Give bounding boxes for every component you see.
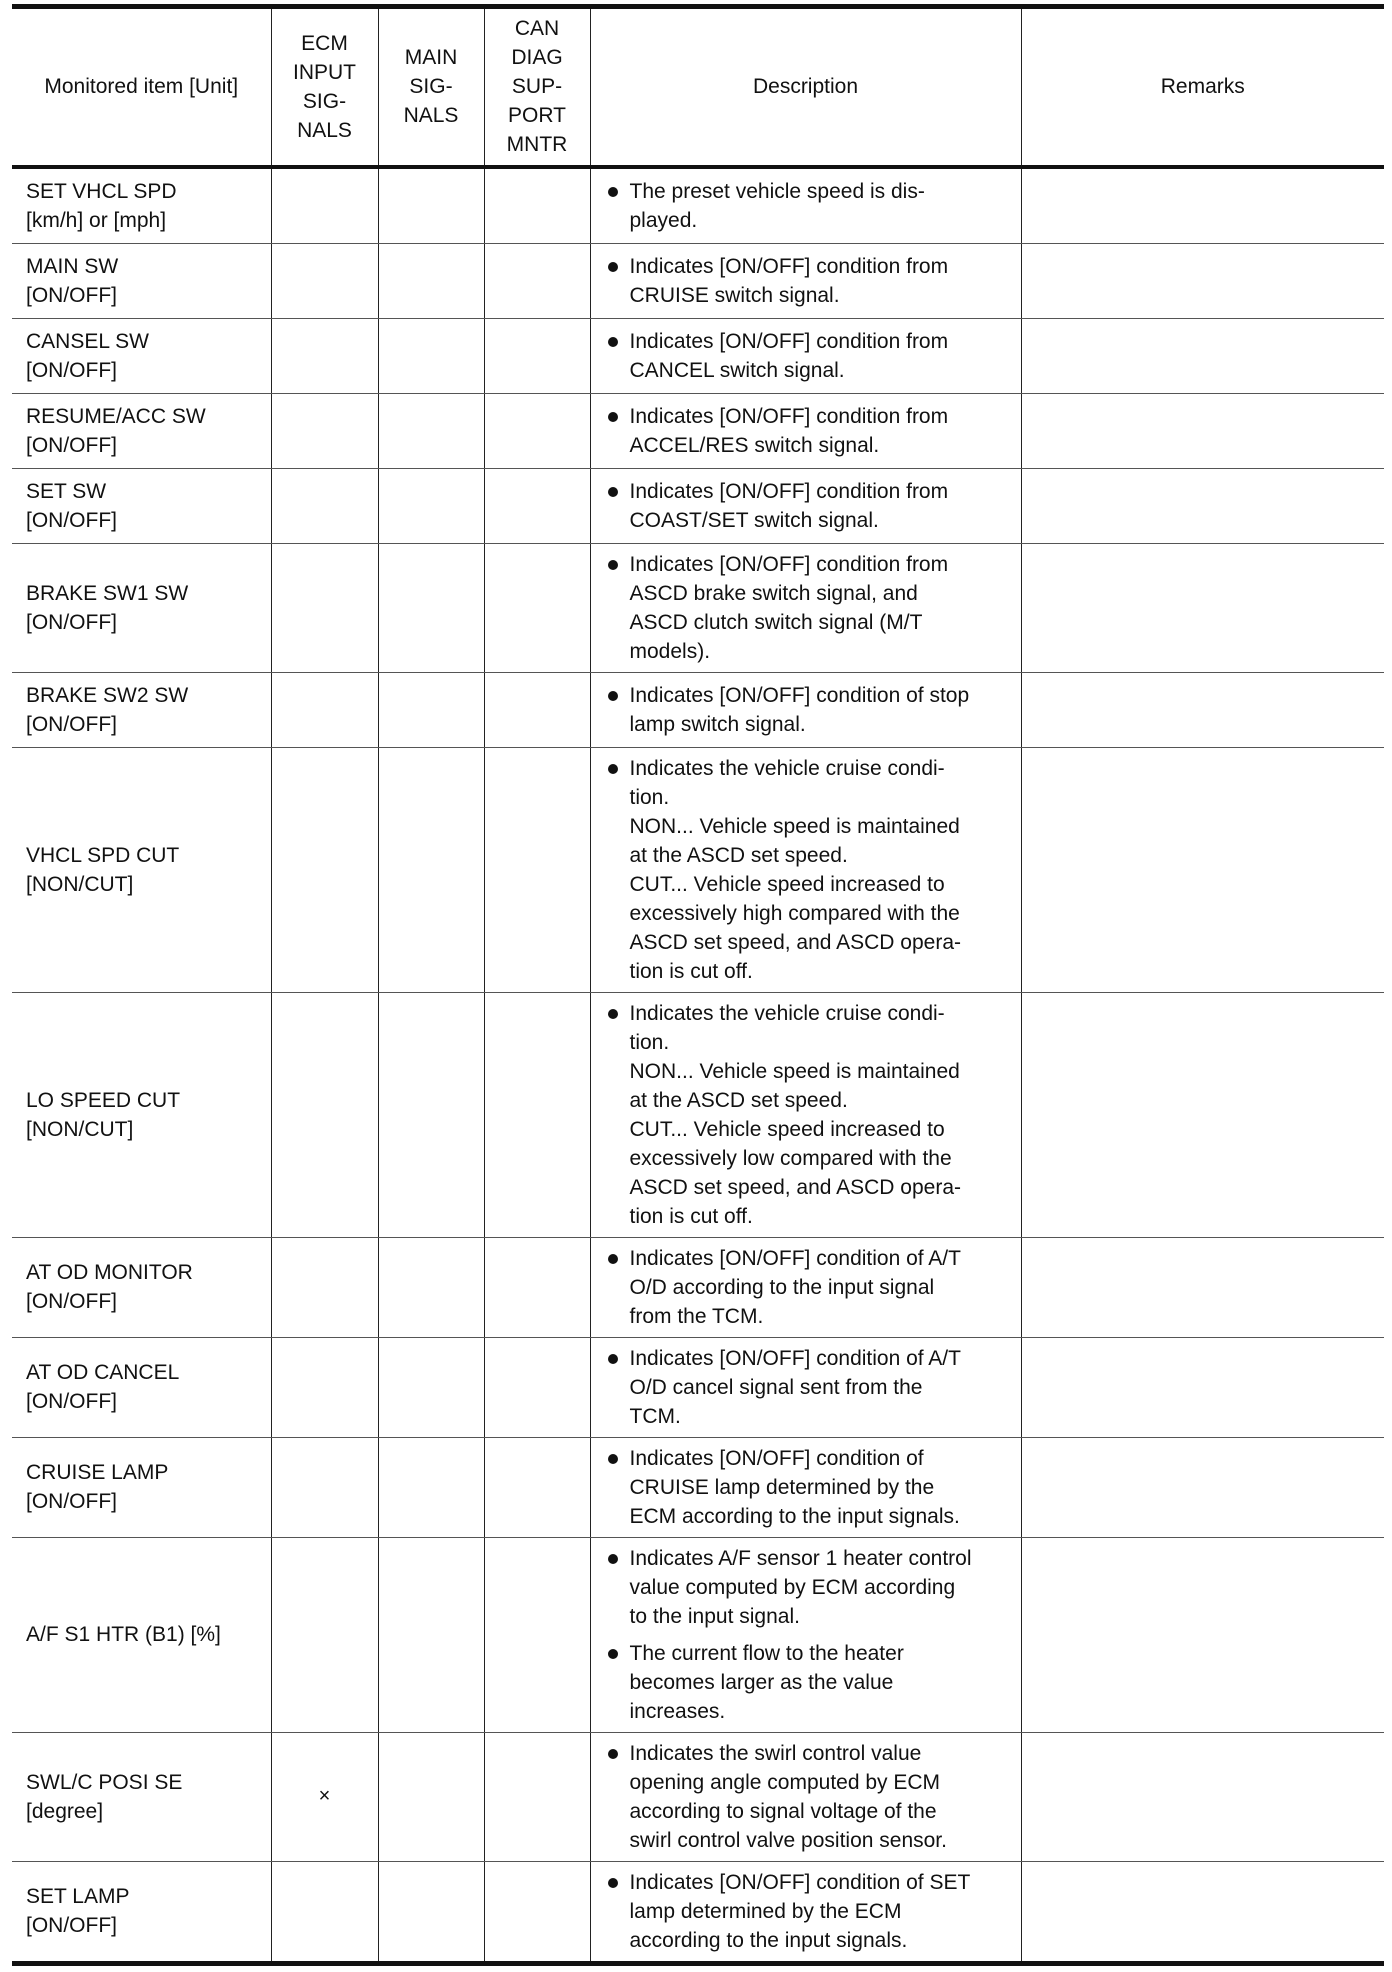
main-signals-cell: [378, 1537, 484, 1732]
description-list: [605, 1444, 1011, 1531]
description-bullet: [605, 1868, 1011, 1955]
description-bullet: [605, 477, 1011, 535]
description-line: Indicates A/F sensor 1 heater control: [629, 1546, 972, 1570]
can-diag-support-cell: [484, 393, 590, 468]
description-line: according to the input signals.: [629, 1928, 908, 1952]
monitored-item-line: [degree]: [26, 1799, 104, 1823]
description-line: Indicates [ON/OFF] condition of A/T: [629, 1246, 961, 1270]
main-signals-cell: [378, 992, 484, 1237]
description-line: ECM according to the input signals.: [629, 1504, 960, 1528]
description-line: ASCD set speed, and ASCD opera-: [629, 1175, 962, 1199]
header-remarks: Remarks: [1021, 7, 1384, 167]
monitored-item-line: [ON/OFF]: [26, 1290, 117, 1313]
can-diag-support-cell: [484, 1732, 590, 1861]
description-cell: [590, 747, 1021, 992]
description-line: opening angle computed by ECM: [629, 1770, 941, 1794]
description-bullet: [605, 1444, 1011, 1531]
description-line: NON... Vehicle speed is maintained: [629, 814, 960, 838]
description-line: at the ASCD set speed.: [629, 1088, 848, 1112]
description-line: to the input signal.: [629, 1604, 800, 1628]
monitored-item-line: SET LAMP: [26, 1885, 130, 1908]
description-list: [605, 1244, 1011, 1331]
description-line: lamp switch signal.: [629, 712, 806, 736]
table-row: [12, 393, 1384, 468]
description-cell: [590, 1437, 1021, 1537]
ecm-input-signals-cell: [271, 167, 378, 244]
description-line: CUT... Vehicle speed increased to: [629, 872, 945, 896]
remarks-cell: [1021, 393, 1384, 468]
description-bullet: [605, 550, 1011, 666]
monitored-item-line: [NON/CUT]: [26, 1117, 134, 1141]
monitored-item-cell: [12, 318, 271, 393]
main-signals-cell: [378, 167, 484, 244]
can-diag-support-cell: [484, 1437, 590, 1537]
description-line: TCM.: [629, 1404, 681, 1428]
description-cell: [590, 1861, 1021, 1963]
description-cell: [590, 543, 1021, 672]
table-row: [12, 543, 1384, 672]
description-list: [605, 1868, 1011, 1955]
description-cell: [590, 468, 1021, 543]
table-row: [12, 1732, 1384, 1861]
table-row: [12, 672, 1384, 747]
monitored-item-cell: [12, 747, 271, 992]
main-signals-cell: [378, 747, 484, 992]
description-line: excessively high compared with the: [629, 901, 960, 925]
description-line: Indicates [ON/OFF] condition of A/T: [629, 1346, 961, 1370]
ecm-input-signals-cell: [271, 1537, 378, 1732]
monitored-item-cell: [12, 393, 271, 468]
description-bullet: [605, 1544, 1011, 1631]
monitored-item-line: AT OD MONITOR: [26, 1261, 193, 1284]
ecm-input-signals-cell: ×: [271, 1732, 378, 1861]
monitored-item-line: [ON/OFF]: [26, 358, 117, 382]
monitored-item-cell: [12, 1732, 271, 1861]
description-line: CANCEL switch signal.: [629, 358, 845, 382]
description-line: The preset vehicle speed is dis-: [629, 179, 925, 203]
description-bullet: [605, 402, 1011, 460]
description-line: excessively low compared with the: [629, 1146, 952, 1170]
monitored-item-cell: [12, 543, 271, 672]
main-signals-cell: [378, 1437, 484, 1537]
main-signals-cell: [378, 393, 484, 468]
monitored-item-line: [ON/OFF]: [26, 283, 117, 307]
monitor-item-table: [12, 4, 1384, 1966]
description-line: CRUISE switch signal.: [629, 283, 840, 307]
remarks-cell: [1021, 1732, 1384, 1861]
description-cell: [590, 243, 1021, 318]
header-line: MAIN: [404, 46, 458, 70]
description-line: tion is cut off.: [629, 1204, 753, 1228]
description-line: Indicates the vehicle cruise condi-: [629, 1001, 945, 1025]
monitored-item-cell: [12, 1337, 271, 1437]
monitored-item-cell: [12, 167, 271, 244]
description-cell: [590, 393, 1021, 468]
description-line: Indicates [ON/OFF] condition of SET: [629, 1870, 971, 1894]
header-monitored-item: Monitored item [Unit]: [12, 7, 271, 167]
header-line: SUP-: [511, 75, 563, 99]
description-bullet: [605, 177, 1011, 235]
description-cell: [590, 1337, 1021, 1437]
header-ecm-input-signals: [271, 7, 378, 167]
description-line: ACCEL/RES switch signal.: [629, 433, 880, 457]
description-list: [605, 177, 1011, 235]
description-line: becomes larger as the value: [629, 1670, 894, 1694]
table-row: [12, 747, 1384, 992]
description-bullet: [605, 999, 1011, 1231]
main-signals-cell: [378, 1732, 484, 1861]
description-cell: [590, 167, 1021, 244]
ecm-input-signals-cell: [271, 318, 378, 393]
description-list: [605, 999, 1011, 1231]
can-diag-support-cell: [484, 1237, 590, 1337]
header-line: SIG-: [409, 75, 453, 99]
description-line: Indicates [ON/OFF] condition from: [629, 552, 949, 576]
remarks-cell: [1021, 672, 1384, 747]
description-line: from the TCM.: [629, 1304, 764, 1328]
description-list: [605, 327, 1011, 385]
description-line: COAST/SET switch signal.: [629, 508, 879, 532]
can-diag-support-cell: [484, 318, 590, 393]
ecm-input-signals-cell: [271, 747, 378, 992]
can-diag-support-cell: [484, 1861, 590, 1963]
remarks-cell: [1021, 468, 1384, 543]
remarks-cell: [1021, 1237, 1384, 1337]
description-bullet: [605, 327, 1011, 385]
description-bullet: [605, 1344, 1011, 1431]
remarks-cell: [1021, 1861, 1384, 1963]
monitored-item-cell: [12, 1437, 271, 1537]
description-line: Indicates the vehicle cruise condi-: [629, 756, 945, 780]
monitored-item-line: LO SPEED CUT: [26, 1088, 181, 1112]
description-cell: [590, 1537, 1021, 1732]
ecm-input-signals-cell: [271, 1337, 378, 1437]
ecm-input-signals-cell: [271, 672, 378, 747]
description-list: [605, 477, 1011, 535]
table-row: [12, 1237, 1384, 1337]
table-row: [12, 1861, 1384, 1963]
description-line: at the ASCD set speed.: [629, 843, 848, 867]
description-line: ASCD clutch switch signal (M/T: [629, 610, 923, 634]
description-line: Indicates [ON/OFF] condition from: [629, 329, 949, 353]
monitored-item-line: MAIN SW: [26, 254, 119, 278]
table-row: [12, 468, 1384, 543]
description-line: O/D cancel signal sent from the: [629, 1375, 923, 1399]
monitored-item-line: CANSEL SW: [26, 329, 149, 353]
description-bullet: [605, 754, 1011, 986]
can-diag-support-cell: [484, 747, 590, 992]
description-line: tion.: [629, 785, 670, 809]
remarks-cell: [1021, 1337, 1384, 1437]
description-bullet: [605, 1739, 1011, 1855]
ecm-input-signals-cell: [271, 393, 378, 468]
ecm-input-signals-cell: [271, 1237, 378, 1337]
ecm-input-signals-cell: [271, 468, 378, 543]
description-bullet: [605, 1244, 1011, 1331]
description-line: Indicates [ON/OFF] condition from: [629, 404, 949, 428]
monitored-item-line: SET VHCL SPD: [26, 179, 177, 203]
description-list: [605, 402, 1011, 460]
description-cell: [590, 1732, 1021, 1861]
table-row: [12, 243, 1384, 318]
can-diag-support-cell: [484, 543, 590, 672]
description-line: ASCD set speed, and ASCD opera-: [629, 930, 962, 954]
ecm-input-signals-cell: [271, 1861, 378, 1963]
description-bullet: [605, 252, 1011, 310]
can-diag-support-cell: [484, 992, 590, 1237]
monitored-item-line: [ON/OFF]: [26, 508, 117, 532]
monitored-item-cell: [12, 672, 271, 747]
monitored-item-cell: [12, 1861, 271, 1963]
description-cell: [590, 672, 1021, 747]
can-diag-support-cell: [484, 468, 590, 543]
main-signals-cell: [378, 672, 484, 747]
monitored-item-line: BRAKE SW1 SW: [26, 581, 189, 605]
header-description: Description: [590, 7, 1021, 167]
monitored-item-line: [ON/OFF]: [26, 1390, 117, 1413]
main-signals-cell: [378, 243, 484, 318]
remarks-cell: [1021, 318, 1384, 393]
description-list: [605, 252, 1011, 310]
table-header-row: [12, 7, 1384, 167]
ecm-input-signals-cell: [271, 543, 378, 672]
table-row: [12, 992, 1384, 1237]
description-line: NON... Vehicle speed is maintained: [629, 1059, 960, 1083]
can-diag-support-cell: [484, 1537, 590, 1732]
description-line: tion is cut off.: [629, 959, 753, 983]
description-list: [605, 1544, 1011, 1726]
description-line: tion.: [629, 1030, 670, 1054]
can-diag-support-cell: [484, 243, 590, 318]
description-bullet: [605, 681, 1011, 739]
monitored-item-cell: [12, 992, 271, 1237]
remarks-cell: [1021, 992, 1384, 1237]
remarks-cell: [1021, 1537, 1384, 1732]
main-signals-cell: [378, 318, 484, 393]
remarks-cell: [1021, 243, 1384, 318]
description-line: CRUISE lamp determined by the: [629, 1475, 935, 1499]
monitored-item-line: SET SW: [26, 479, 107, 503]
monitored-item-line: [ON/OFF]: [26, 712, 117, 736]
header-main-signals: [378, 7, 484, 167]
remarks-cell: [1021, 747, 1384, 992]
monitored-item-cell: [12, 243, 271, 318]
ecm-input-signals-cell: [271, 243, 378, 318]
table-row: [12, 318, 1384, 393]
remarks-cell: [1021, 1437, 1384, 1537]
ecm-input-signals-cell: [271, 992, 378, 1237]
main-signals-cell: [378, 1337, 484, 1437]
monitored-item-line: [ON/OFF]: [26, 610, 117, 634]
monitored-item-line: [ON/OFF]: [26, 1914, 117, 1937]
header-line: DIAG: [511, 46, 563, 70]
monitored-item-line: BRAKE SW2 SW: [26, 683, 189, 707]
description-bullet: [605, 1639, 1011, 1726]
description-line: CUT... Vehicle speed increased to: [629, 1117, 945, 1141]
header-line: INPUT: [293, 60, 356, 84]
main-signals-cell: [378, 543, 484, 672]
description-line: Indicates [ON/OFF] condition from: [629, 479, 949, 503]
header-line: ECM: [301, 31, 348, 55]
description-line: Indicates [ON/OFF] condition of stop: [629, 683, 970, 707]
monitored-item-cell: [12, 1537, 271, 1732]
header-line: CAN: [514, 17, 560, 41]
monitored-item-line: RESUME/ACC SW: [26, 404, 206, 428]
description-list: [605, 754, 1011, 986]
description-cell: [590, 1237, 1021, 1337]
description-line: Indicates the swirl control value: [629, 1741, 922, 1765]
description-cell: [590, 992, 1021, 1237]
description-list: [605, 1344, 1011, 1431]
monitored-item-line: [NON/CUT]: [26, 872, 134, 896]
description-line: O/D according to the input signal: [629, 1275, 935, 1299]
description-line: Indicates [ON/OFF] condition of: [629, 1446, 924, 1470]
can-diag-support-cell: [484, 672, 590, 747]
monitored-item-line: [ON/OFF]: [26, 433, 117, 457]
description-line: The current flow to the heater: [629, 1641, 904, 1665]
description-list: [605, 550, 1011, 666]
monitored-item-line: A/F S1 HTR (B1) [%]: [26, 1623, 221, 1646]
can-diag-support-cell: [484, 1337, 590, 1437]
monitored-item-line: [ON/OFF]: [26, 1490, 117, 1513]
monitored-item-line: CRUISE LAMP: [26, 1461, 169, 1484]
description-line: lamp determined by the ECM: [629, 1899, 902, 1923]
description-line: played.: [629, 208, 698, 232]
description-line: ASCD brake switch signal, and: [629, 581, 918, 605]
header-line: MNTR: [506, 133, 568, 157]
can-diag-support-cell: [484, 167, 590, 244]
table-row: [12, 1337, 1384, 1437]
monitored-item-cell: [12, 1237, 271, 1337]
main-signals-cell: [378, 468, 484, 543]
remarks-cell: [1021, 543, 1384, 672]
monitored-item-line: AT OD CANCEL: [26, 1361, 180, 1384]
description-list: [605, 681, 1011, 739]
header-line: NALS: [403, 104, 459, 128]
description-line: value computed by ECM according: [629, 1575, 956, 1599]
remarks-cell: [1021, 167, 1384, 244]
monitored-item-line: VHCL SPD CUT: [26, 843, 180, 867]
description-line: swirl control valve position sensor.: [629, 1828, 947, 1852]
table-row: [12, 1537, 1384, 1732]
description-list: [605, 1739, 1011, 1855]
monitored-item-line: [km/h] or [mph]: [26, 208, 167, 232]
header-line: PORT: [508, 104, 566, 128]
header-line: NALS: [297, 118, 352, 142]
description-line: increases.: [629, 1699, 726, 1723]
header-can-diag-support-monitor: [484, 7, 590, 167]
main-signals-cell: [378, 1861, 484, 1963]
header-line: SIG-: [302, 89, 347, 113]
ecm-input-signals-cell: [271, 1437, 378, 1537]
monitored-item-line: SWL/C POSI SE: [26, 1770, 183, 1794]
description-line: according to signal voltage of the: [629, 1799, 937, 1823]
table-row: [12, 1437, 1384, 1537]
description-line: Indicates [ON/OFF] condition from: [629, 254, 949, 278]
main-signals-cell: [378, 1237, 484, 1337]
table-row: [12, 167, 1384, 244]
description-cell: [590, 318, 1021, 393]
description-line: models).: [629, 639, 711, 663]
monitored-item-cell: [12, 468, 271, 543]
